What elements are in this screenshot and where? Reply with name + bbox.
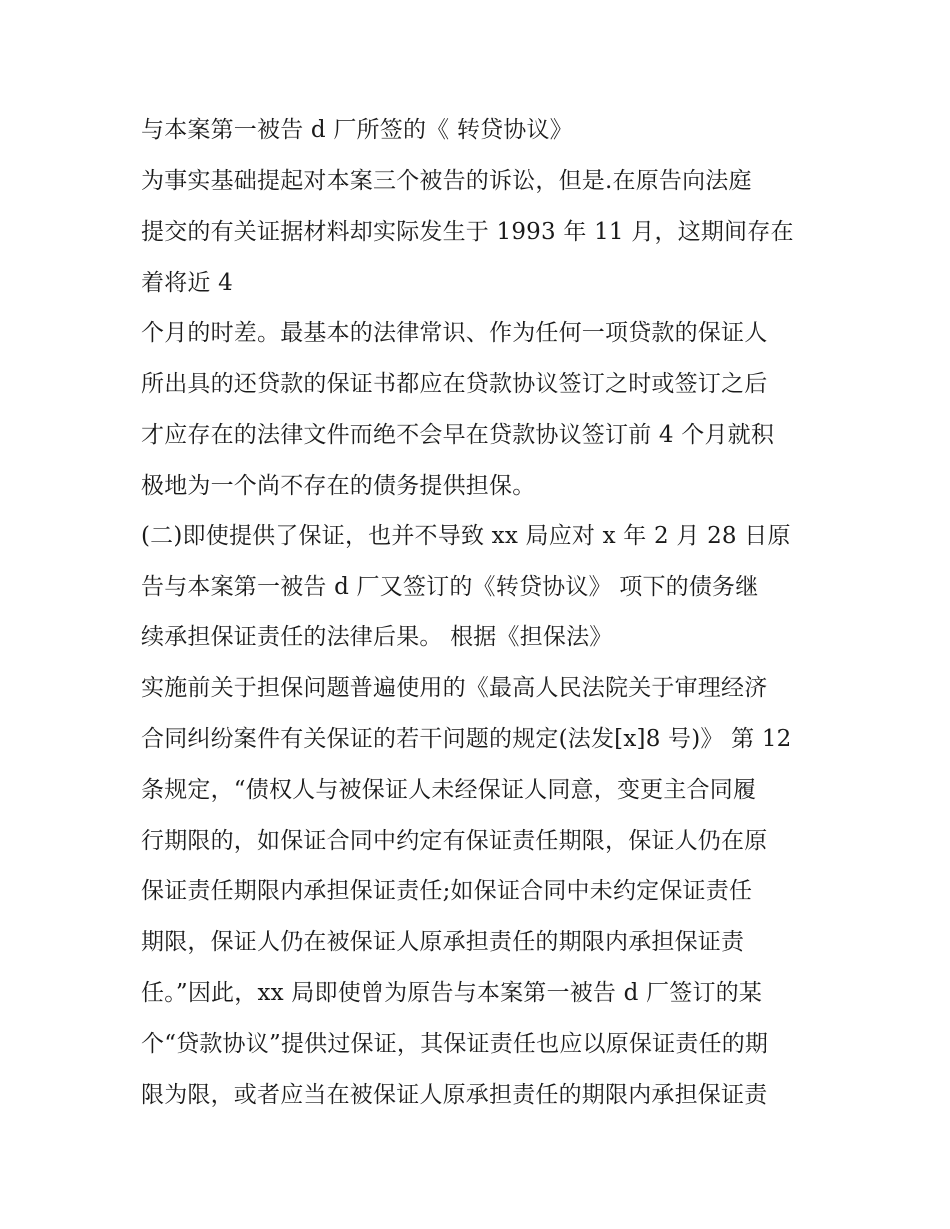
text-line-7: 才应存在的法律文件而绝不会早在贷款协议签订前 4 个月就积 (141, 422, 775, 448)
text-line-5: 个月的时差。最基本的法律常识、作为任何一项贷款的保证人 (141, 320, 768, 346)
text-line-6: 所出具的还贷款的保证书都应在贷款协议签订之时或签订之后 (141, 371, 768, 397)
text-line-17: 期限，保证人仍在被保证人原承担责任的期限内承担保证责 (141, 929, 745, 955)
text-line-16: 保证责任期限内承担保证责任;如保证合同中未约定保证责任 (141, 878, 753, 904)
text-line-13: 合同纠纷案件有关保证的若干问题的规定(法发[x]8 号)》 第 12 (141, 726, 792, 752)
text-line-10: 告与本案第一被告 d 厂又签订的《转贷协议》 项下的债务继 (141, 574, 759, 600)
text-line-14: 条规定，“债权人与被保证人未经保证人同意，变更主合同履 (141, 777, 757, 803)
text-line-3: 提交的有关证据材料却实际发生于 1993 年 11 月，这期间存在 (141, 219, 794, 245)
text-line-2: 为事实基础提起对本案三个被告的诉讼，但是.在原告向法庭 (141, 168, 752, 194)
text-line-12: 实施前关于担保问题普遍使用的《最高人民法院关于审理经济 (141, 675, 768, 701)
text-line-9: (二)即使提供了保证，也并不导致 xx 局应对 x 年 2 月 28 日原 (141, 523, 791, 549)
text-line-11: 续承担保证责任的法律后果。 根据《担保法》 (141, 624, 613, 650)
text-line-18: 任。”因此，xx 局即使曾为原告与本案第一被告 d 厂签订的某 (141, 980, 763, 1006)
text-line-8: 极地为一个尚不存在的债务提供担保。 (141, 473, 536, 499)
text-line-1: 与本案第一被告 d 厂所签的《 转贷协议》 (141, 117, 573, 143)
text-line-19: 个“贷款协议”提供过保证，其保证责任也应以原保证责任的期 (141, 1031, 769, 1057)
text-line-4: 着将近 4 (141, 270, 233, 296)
text-line-15: 行期限的，如保证合同中约定有保证责任期限，保证人仍在原 (141, 828, 768, 854)
text-line-20: 限为限，或者应当在被保证人原承担责任的期限内承担保证责 (141, 1082, 768, 1108)
